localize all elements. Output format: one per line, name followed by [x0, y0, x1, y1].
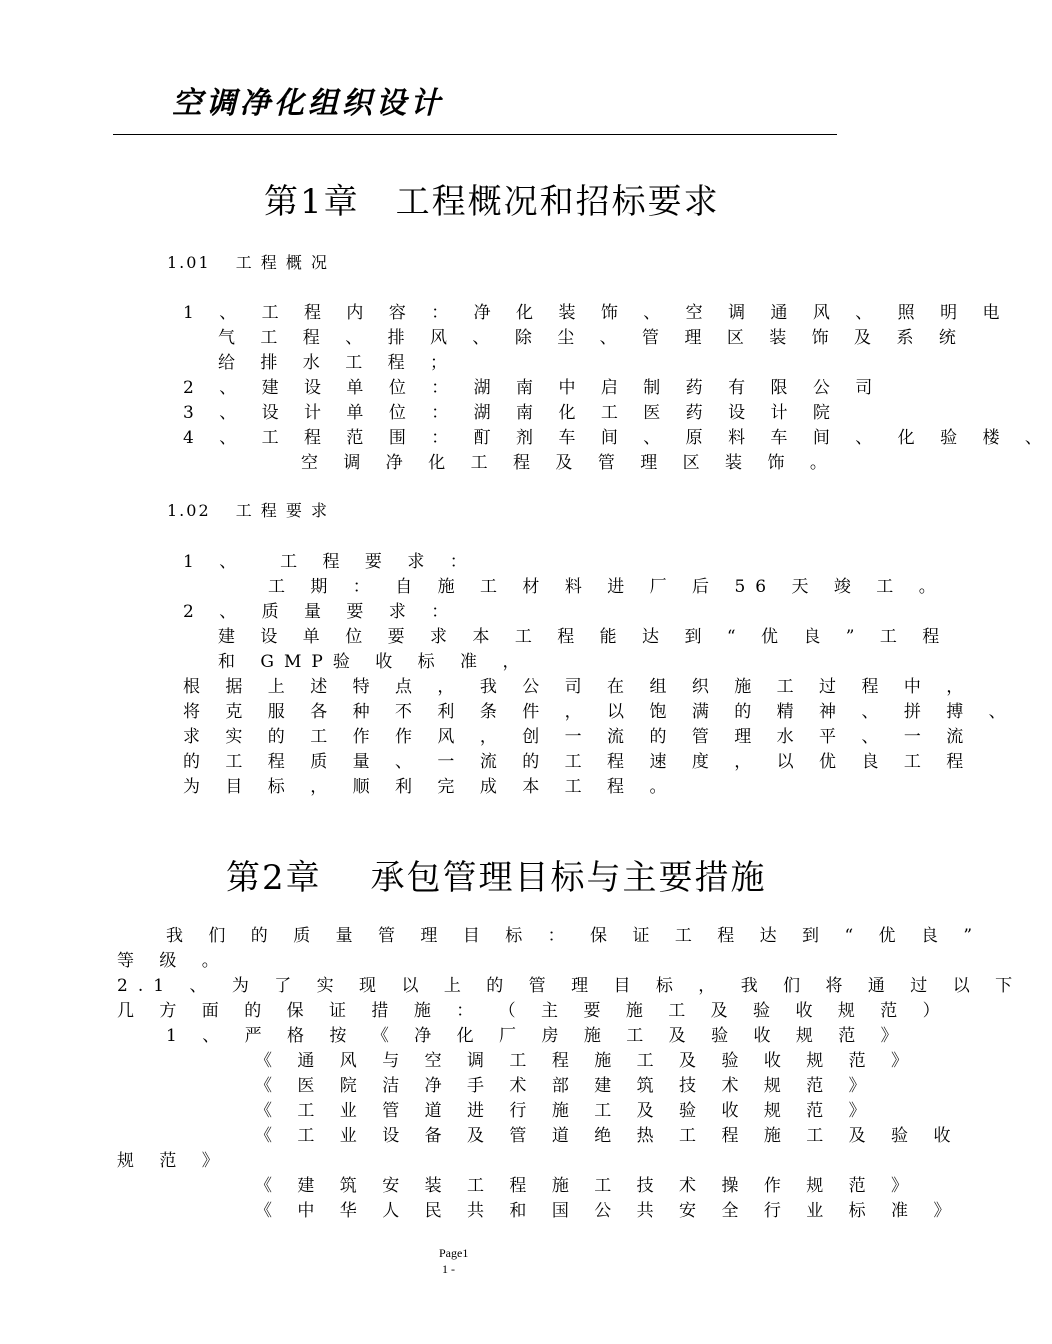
document-header-title: 空调净化组织设计 [172, 86, 444, 121]
ch2-line: 等 级 。 [117, 951, 229, 971]
s101-line: 1 、 工 程 内 容 ： 净 化 装 饰 、 空 调 通 风 、 照 明 电 [183, 303, 1010, 323]
ch2-line: 《 医 院 洁 净 手 术 部 建 筑 技 术 规 范 》 [255, 1076, 876, 1096]
ch2-line: 《 建 筑 安 装 工 程 施 工 技 术 操 作 规 范 》 [255, 1176, 919, 1196]
s102-line: 和 GMP验 收 标 准 ， [218, 652, 530, 672]
footer-page-label: Page1 [439, 1246, 469, 1260]
s101-line: 4 、 工 程 范 围 ： 酊 剂 车 间 、 原 料 车 间 、 化 验 楼 、 [183, 428, 1052, 448]
s101-line: 气 工 程 、 排 风 、 除 尘 、 管 理 区 装 饰 及 系 统 [218, 328, 966, 348]
s102-line: 将 克 服 各 种 不 利 条 件 ， 以 饱 满 的 精 神 、 拼 搏 、 [183, 702, 1016, 722]
ch2-line: 几 方 面 的 保 证 措 施 ： （ 主 要 施 工 及 验 收 规 范 ） [117, 1001, 950, 1021]
s102-line: 工 期 ： 自 施 工 材 料 进 厂 后 56 天 竣 工 。 [268, 577, 946, 597]
ch2-line: 《 工 业 管 道 进 行 施 工 及 验 收 规 范 》 [255, 1101, 876, 1121]
chapter-1-title: 第1章 工程概况和招标要求 [264, 182, 720, 222]
ch2-line: 我 们 的 质 量 管 理 目 标 ： 保 证 工 程 达 到 “ 优 良 ” [166, 926, 983, 946]
chapter-2-title: 第2章 承包管理目标与主要措施 [226, 858, 767, 898]
s101-line: 3 、 设 计 单 位 ： 湖 南 化 工 医 药 设 计 院 [183, 403, 840, 423]
footer-page-number: 1 - [442, 1262, 455, 1276]
s102-line: 求 实 的 工 作 作 风 ， 创 一 流 的 管 理 水 平 、 一 流 [183, 727, 974, 747]
ch2-line: 《 通 风 与 空 调 工 程 施 工 及 验 收 规 范 》 [255, 1051, 919, 1071]
s101-line: 2 、 建 设 单 位 ： 湖 南 中 启 制 药 有 限 公 司 [183, 378, 883, 398]
s102-line: 1 、 工 程 要 求 ： [183, 552, 477, 572]
ch2-line: 《 中 华 人 民 共 和 国 公 共 安 全 行 业 标 准 》 [255, 1201, 961, 1221]
ch2-line: 2.1 、 为 了 实 现 以 上 的 管 理 目 标 ， 我 们 将 通 过 以 下 [117, 976, 1023, 996]
s101-line: 给 排 水 工 程 ； [218, 353, 458, 373]
s102-line: 为 目 标 ， 顺 利 完 成 本 工 程 。 [183, 777, 677, 797]
ch2-line: 《 工 业 设 备 及 管 道 绝 热 工 程 施 工 及 验 收 [255, 1126, 961, 1146]
section-1-02-heading: 1.02 工 程 要 求 [167, 501, 329, 520]
header-divider [113, 134, 837, 135]
s102-line: 的 工 程 质 量 、 一 流 的 工 程 速 度 ， 以 优 良 工 程 [183, 752, 974, 772]
s102-line: 建 设 单 位 要 求 本 工 程 能 达 到 “ 优 良 ” 工 程 [218, 627, 950, 647]
s102-line: 2 、 质 量 要 求 ： [183, 602, 459, 622]
ch2-line: 规 范 》 [117, 1151, 229, 1171]
section-1-01-heading: 1.01 工 程 概 况 [167, 253, 329, 272]
s101-line: 空 调 净 化 工 程 及 管 理 区 装 饰 。 [301, 453, 837, 473]
s102-line: 根 据 上 述 特 点 ， 我 公 司 在 组 织 施 工 过 程 中 ， [183, 677, 974, 697]
ch2-line: 1 、 严 格 按 《 净 化 厂 房 施 工 及 验 收 规 范 》 [166, 1026, 908, 1046]
